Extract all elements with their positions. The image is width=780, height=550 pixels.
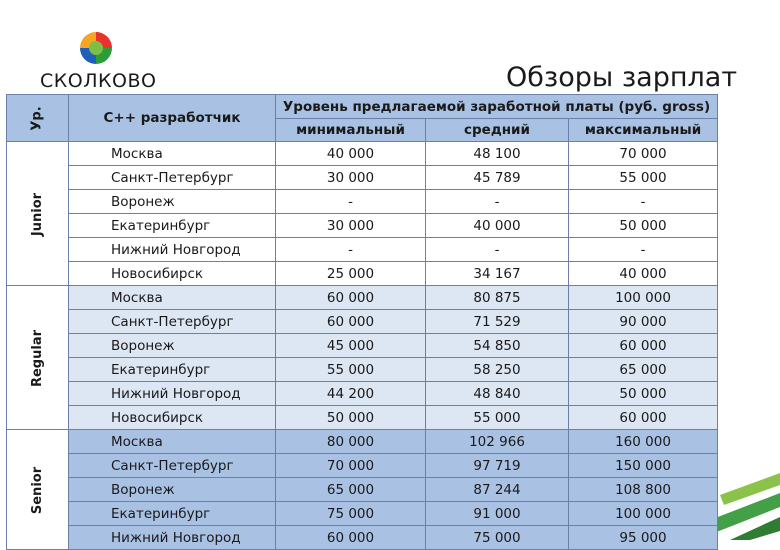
min-cell: 70 000 bbox=[276, 454, 426, 478]
min-cell: 65 000 bbox=[276, 478, 426, 502]
max-cell: 55 000 bbox=[569, 166, 718, 190]
max-cell: 150 000 bbox=[569, 454, 718, 478]
level-label-senior: Senior bbox=[7, 430, 69, 550]
min-cell: 45 000 bbox=[276, 334, 426, 358]
city-cell: Новосибирск bbox=[69, 406, 276, 430]
max-cell: - bbox=[569, 190, 718, 214]
min-cell: 30 000 bbox=[276, 166, 426, 190]
city-cell: Санкт-Петербург bbox=[69, 454, 276, 478]
city-cell: Санкт-Петербург bbox=[69, 166, 276, 190]
table-row bbox=[7, 358, 718, 382]
min-cell: - bbox=[276, 190, 426, 214]
table-row bbox=[7, 430, 718, 454]
max-cell: 100 000 bbox=[569, 286, 718, 310]
avg-cell: 40 000 bbox=[426, 214, 569, 238]
city-cell: Воронеж bbox=[69, 334, 276, 358]
city-cell: Москва bbox=[69, 430, 276, 454]
header-max: максимальный bbox=[569, 119, 718, 142]
min-cell: 75 000 bbox=[276, 502, 426, 526]
city-cell: Воронеж bbox=[69, 190, 276, 214]
avg-cell: 34 167 bbox=[426, 262, 569, 286]
city-cell: Новосибирск bbox=[69, 262, 276, 286]
skolkovo-ball-icon bbox=[78, 30, 114, 66]
header-salary-group: Уровень предлагаемой заработной платы (руб. gross) bbox=[276, 95, 718, 119]
max-cell: 50 000 bbox=[569, 382, 718, 406]
max-cell: 90 000 bbox=[569, 310, 718, 334]
table-row bbox=[7, 238, 718, 262]
min-cell: 25 000 bbox=[276, 262, 426, 286]
min-cell: 60 000 bbox=[276, 526, 426, 550]
table-row bbox=[7, 286, 718, 310]
max-cell: - bbox=[569, 238, 718, 262]
table-row bbox=[7, 406, 718, 430]
table-row bbox=[7, 526, 718, 550]
city-cell: Нижний Новгород bbox=[69, 238, 276, 262]
avg-cell: 102 966 bbox=[426, 430, 569, 454]
table-row bbox=[7, 310, 718, 334]
salary-table bbox=[6, 94, 718, 550]
max-cell: 160 000 bbox=[569, 430, 718, 454]
avg-cell: 48 840 bbox=[426, 382, 569, 406]
table-row bbox=[7, 214, 718, 238]
table-row bbox=[7, 502, 718, 526]
min-cell: 40 000 bbox=[276, 142, 426, 166]
min-cell: 60 000 bbox=[276, 286, 426, 310]
table-row bbox=[7, 190, 718, 214]
table-row bbox=[7, 454, 718, 478]
min-cell: - bbox=[276, 238, 426, 262]
avg-cell: 80 875 bbox=[426, 286, 569, 310]
city-cell: Нижний Новгород bbox=[69, 382, 276, 406]
page-title: Обзоры зарплат bbox=[506, 62, 738, 93]
table-row bbox=[7, 166, 718, 190]
avg-cell: 71 529 bbox=[426, 310, 569, 334]
min-cell: 80 000 bbox=[276, 430, 426, 454]
header-role: С++ разработчик bbox=[69, 95, 276, 142]
city-cell: Москва bbox=[69, 286, 276, 310]
avg-cell: 58 250 bbox=[426, 358, 569, 382]
logo-text: СКОЛКОВО bbox=[40, 70, 157, 92]
city-cell: Екатеринбург bbox=[69, 358, 276, 382]
min-cell: 55 000 bbox=[276, 358, 426, 382]
header-level: Ур. bbox=[7, 95, 69, 142]
avg-cell: 87 244 bbox=[426, 478, 569, 502]
skolkovo-logo bbox=[36, 30, 156, 92]
city-cell: Воронеж bbox=[69, 478, 276, 502]
max-cell: 60 000 bbox=[569, 334, 718, 358]
max-cell: 50 000 bbox=[569, 214, 718, 238]
city-cell: Екатеринбург bbox=[69, 214, 276, 238]
avg-cell: 54 850 bbox=[426, 334, 569, 358]
min-cell: 60 000 bbox=[276, 310, 426, 334]
avg-cell: 91 000 bbox=[426, 502, 569, 526]
green-stripes-decoration bbox=[710, 465, 780, 540]
avg-cell: - bbox=[426, 190, 569, 214]
avg-cell: - bbox=[426, 238, 569, 262]
max-cell: 95 000 bbox=[569, 526, 718, 550]
max-cell: 108 800 bbox=[569, 478, 718, 502]
table-row bbox=[7, 478, 718, 502]
max-cell: 70 000 bbox=[569, 142, 718, 166]
max-cell: 60 000 bbox=[569, 406, 718, 430]
table-row bbox=[7, 382, 718, 406]
avg-cell: 75 000 bbox=[426, 526, 569, 550]
city-cell: Екатеринбург bbox=[69, 502, 276, 526]
table-row bbox=[7, 334, 718, 358]
max-cell: 100 000 bbox=[569, 502, 718, 526]
city-cell: Нижний Новгород bbox=[69, 526, 276, 550]
avg-cell: 55 000 bbox=[426, 406, 569, 430]
city-cell: Москва bbox=[69, 142, 276, 166]
city-cell: Санкт-Петербург bbox=[69, 310, 276, 334]
min-cell: 44 200 bbox=[276, 382, 426, 406]
min-cell: 30 000 bbox=[276, 214, 426, 238]
level-label-junior: Junior bbox=[7, 142, 69, 286]
avg-cell: 45 789 bbox=[426, 166, 569, 190]
min-cell: 50 000 bbox=[276, 406, 426, 430]
max-cell: 40 000 bbox=[569, 262, 718, 286]
header-min: минимальный bbox=[276, 119, 426, 142]
avg-cell: 97 719 bbox=[426, 454, 569, 478]
max-cell: 65 000 bbox=[569, 358, 718, 382]
level-label-regular: Regular bbox=[7, 286, 69, 430]
table-row bbox=[7, 262, 718, 286]
avg-cell: 48 100 bbox=[426, 142, 569, 166]
table-row bbox=[7, 142, 718, 166]
header-avg: средний bbox=[426, 119, 569, 142]
